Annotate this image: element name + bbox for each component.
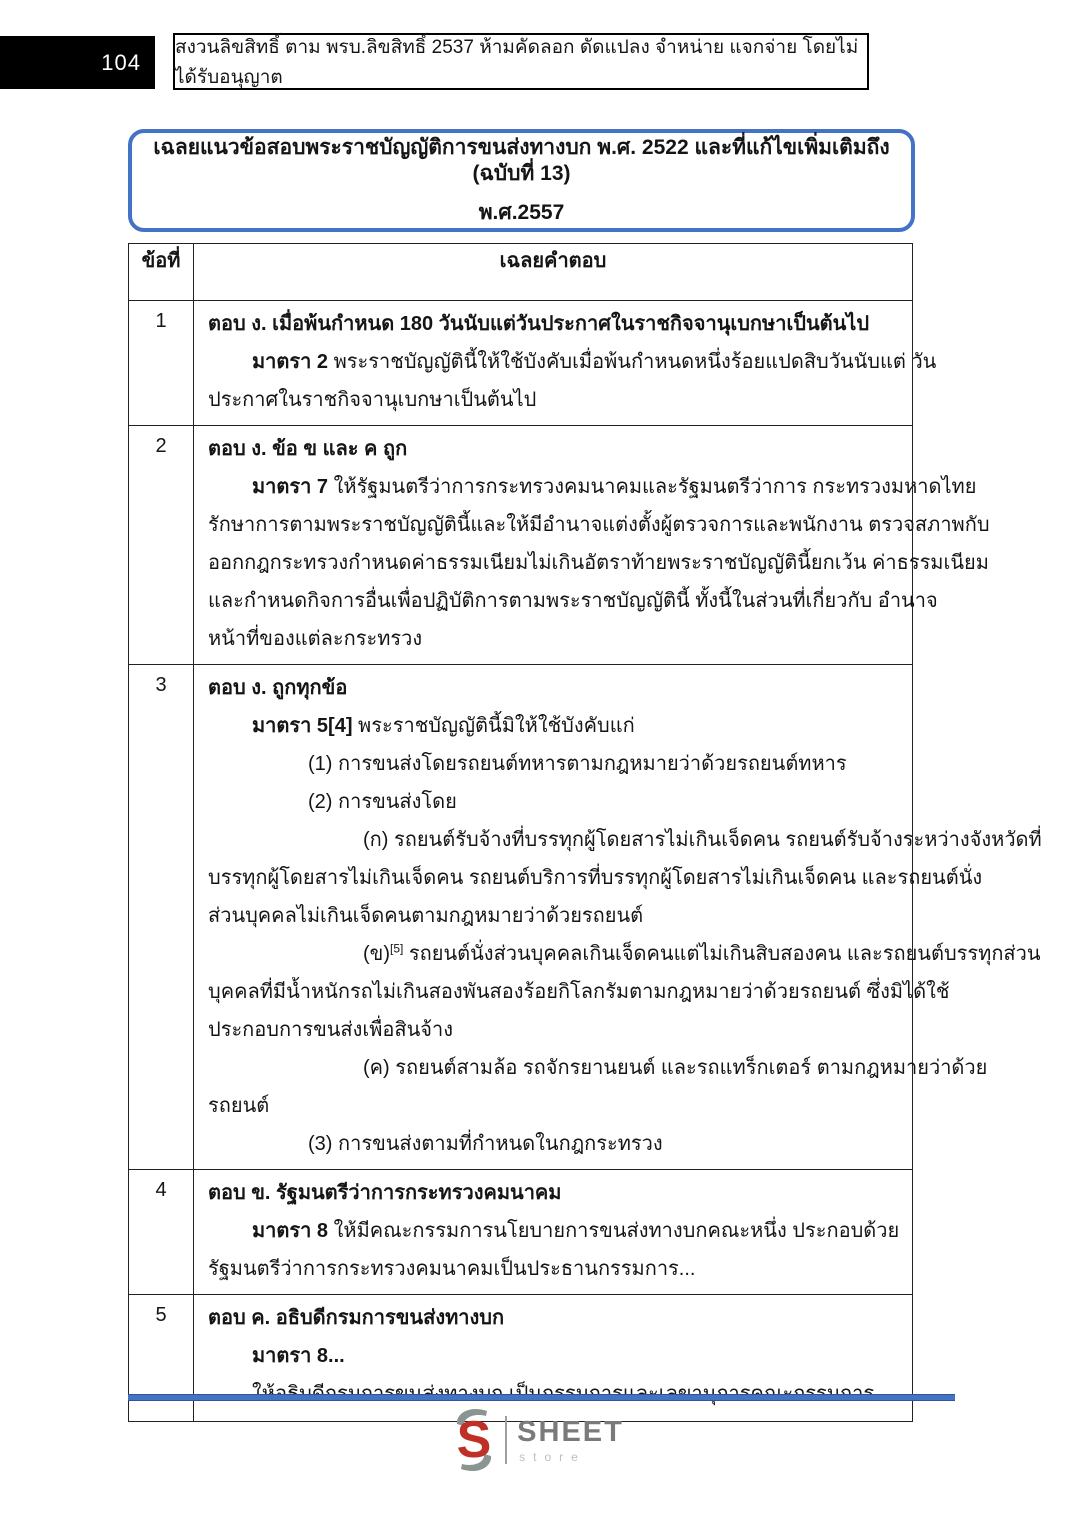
answer-line: มาตรา 2 พระราชบัญญัตินี้ให้ใช้บังคับเมื่อพ้นกำหนดหนึ่งร้อยแปดสิบวันนับแต่ วัน — [252, 351, 937, 373]
answer-line: (1) การขนส่งโดยรถยนต์ทหารตามกฎหมายว่าด้วยรถยนต์ทหาร — [308, 753, 847, 775]
answer-line: ออกกฎกระทรวงกำหนดค่าธรรมเนียมไม่เกินอัตราท้ายพระราชบัญญัตินี้ยกเว้น ค่าธรรมเนียม — [208, 552, 989, 574]
logo-text-block — [517, 1415, 624, 1464]
row-answer — [194, 1295, 913, 1422]
answer-line: ตอบ ข. รัฐมนตรีว่าการกระทรวงคมนาคม — [208, 1182, 562, 1204]
answer-key-table — [128, 243, 1042, 1422]
answer-line: มาตรา 7 ให้รัฐมนตรีว่าการกระทรวงคมนาคมและรัฐมนตรีว่าการ กระทรวงมหาดไทย — [252, 476, 977, 498]
answer-line: มาตรา 5[4] พระราชบัญญัตินี้มิให้ใช้บังคับแก่ — [252, 715, 635, 737]
logo-subtitle: store — [519, 1449, 586, 1464]
answer-line: ตอบ ง. ข้อ ข และ ค ถูก — [208, 438, 408, 460]
row-number: 3 — [129, 665, 194, 1170]
row-number: 1 — [129, 301, 194, 426]
answer-line: รัฐมนตรีว่าการกระทรวงคมนาคมเป็นประธานกรรมการ... — [208, 1258, 696, 1280]
table-header-row — [129, 244, 913, 301]
logo-name: SHEET — [517, 1415, 624, 1448]
answer-line: หน้าที่ของแต่ละกระทรวง — [208, 628, 423, 650]
row-number: 4 — [129, 1170, 194, 1295]
row-answer — [194, 426, 990, 665]
answer-line: ส่วนบุคคลไม่เกินเจ็ดคนตามกฎหมายว่าด้วยรถยนต์ — [208, 905, 644, 927]
answer-table-body — [129, 301, 1042, 1422]
sheet-store-logo — [0, 1408, 1075, 1472]
page-number: 104 — [101, 49, 141, 75]
answer-line: บรรทุกผู้โดยสารไม่เกินเจ็ดคน รถยนต์บริการที่บรรทุกผู้โดยสารไม่เกินเจ็ดคน และรถยนต์นั่ง — [208, 867, 983, 889]
answer-line: ประกาศในราชกิจจานุเบกษาเป็นต้นไป — [208, 389, 537, 411]
document-title-line1: เฉลยแนวข้อสอบพระราชบัญญัติการขนส่งทางบก พ.ศ. 2522 และที่แก้ไขเพิ่มเติมถึง (ฉบับที่ 13) — [153, 136, 890, 186]
table-row — [129, 426, 913, 665]
answer-line: มาตรา 8 ให้มีคณะกรรมการนโยบายการขนส่งทางบกคณะหนึ่ง ประกอบด้วย — [252, 1220, 900, 1242]
document-title-box — [128, 129, 915, 232]
row-answer — [194, 301, 937, 426]
copyright-box — [173, 33, 869, 90]
logo-divider — [505, 1416, 507, 1464]
row-answer — [194, 665, 1042, 1170]
answer-line: (ข)[5] รถยนต์นั่งส่วนบุคคลเกินเจ็ดคนแต่ไม่เกินสิบสองคน และรถยนต์บรรทุกส่วน — [363, 941, 1041, 965]
answer-line: ตอบ ง. เมื่อพ้นกำหนด 180 วันนับแต่วันประกาศในราชกิจจานุเบกษาเป็นต้นไป — [208, 313, 870, 335]
answer-line: และกำหนดกิจการอื่นเพื่อปฏิบัติการตามพระราชบัญญัตินี้ ทั้งนี้ในส่วนที่เกี่ยวกับ อำนาจ — [208, 590, 938, 612]
column-header-number: ข้อที่ — [129, 244, 194, 301]
page-number-box — [0, 36, 155, 89]
copyright-text: สงวนลิขสิทธิ์ ตาม พรบ.ลิขสิทธิ์ 2537 ห้ามคัดลอก ดัดแปลง จำหน่าย แจกจ่าย โดยไม่ได้รับอนุญาต — [175, 36, 859, 88]
svg-text:S: S — [456, 1411, 492, 1469]
answer-line: ตอบ ง. ถูกทุกข้อ — [208, 677, 348, 699]
row-number: 2 — [129, 426, 194, 665]
table-row — [129, 665, 913, 1170]
answer-line: มาตรา 8... — [252, 1345, 345, 1367]
answer-line: บุคคลที่มีน้ำหนักรถไม่เกินสองพันสองร้อยกิโลกรัมตามกฎหมายว่าด้วยรถยนต์ ซึ่งมิได้ใช้ — [208, 981, 950, 1003]
sheet-store-logo-icon — [451, 1408, 497, 1472]
table-row — [129, 301, 913, 426]
answer-line: (ค) รถยนต์สามล้อ รถจักรยานยนต์ และรถแทร็กเตอร์ ตามกฎหมายว่าด้วย — [363, 1057, 988, 1079]
table-row — [129, 1295, 913, 1422]
table-row — [129, 1170, 913, 1295]
row-number: 5 — [129, 1295, 194, 1422]
column-header-answer: เฉลยคำตอบ — [194, 244, 913, 301]
row-answer — [194, 1170, 913, 1295]
answer-line: (3) การขนส่งตามที่กำหนดในกฎกระทรวง — [308, 1133, 663, 1155]
answer-line: รักษาการตามพระราชบัญญัตินี้และให้มีอำนาจแต่งตั้งผู้ตรวจการและพนักงาน ตรวจสภาพกับ — [208, 514, 990, 536]
answer-line: ประกอบการขนส่งเพื่อสินจ้าง — [208, 1019, 454, 1041]
answer-line: รถยนต์ — [208, 1095, 270, 1117]
answer-line: ตอบ ค. อธิบดีกรมการขนส่งทางบก — [208, 1307, 505, 1329]
document-title-line2: พ.ศ.2557 — [478, 200, 565, 224]
footer-divider-rule — [128, 1394, 955, 1401]
answer-line: (ก) รถยนต์รับจ้างที่บรรทุกผู้โดยสารไม่เกินเจ็ดคน รถยนต์รับจ้างระหว่างจังหวัดที่ — [363, 829, 1042, 851]
answer-line: (2) การขนส่งโดย — [308, 791, 457, 813]
